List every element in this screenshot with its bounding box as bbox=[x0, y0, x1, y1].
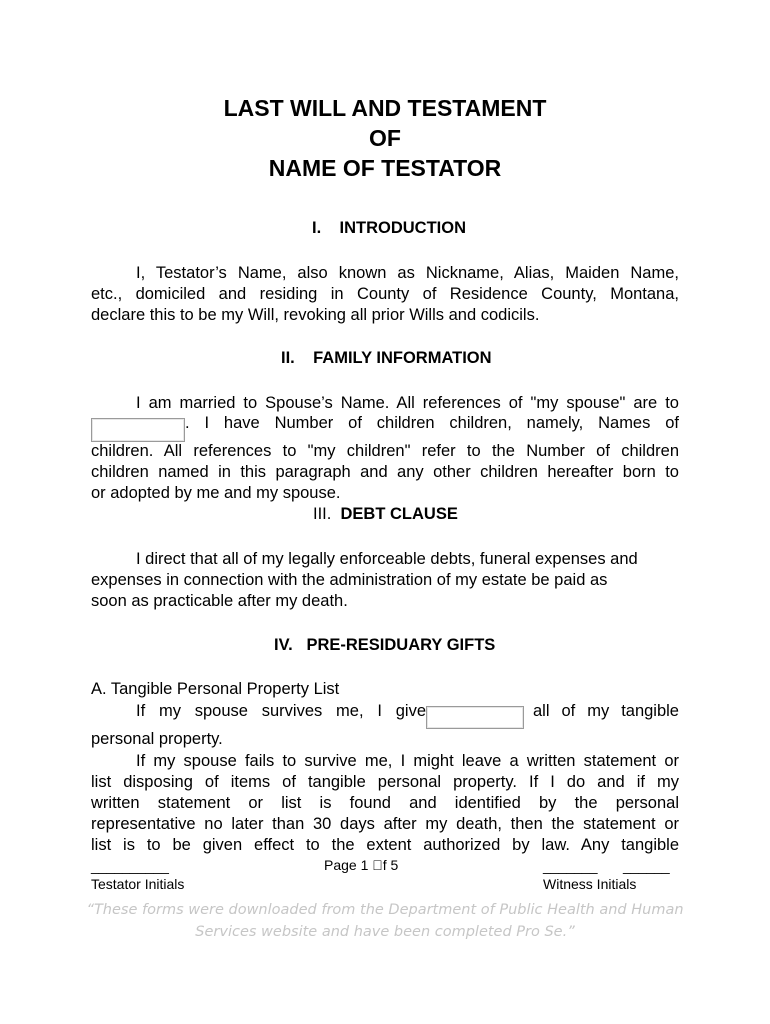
section-title: FAMILY INFORMATION bbox=[313, 349, 492, 367]
title-line-1: LAST WILL AND TESTAMENT bbox=[223, 95, 547, 121]
section-intro-heading bbox=[312, 219, 466, 238]
section-number: IV. bbox=[274, 636, 293, 654]
witness-initials-blank-2: ______ bbox=[623, 858, 670, 874]
family-line: or adopted by me and my spouse. bbox=[91, 484, 341, 502]
gifts-give-text: If my spouse survives me, I give bbox=[136, 702, 426, 720]
gifts-give-text-after: all of my tangible bbox=[533, 702, 679, 720]
gifts-line: personal property. bbox=[91, 730, 223, 748]
family-line: . I have Number of children children, namely, Names of bbox=[185, 414, 679, 432]
section-title: PRE-RESIDUARY GIFTS bbox=[306, 636, 496, 654]
intro-line: declare this to be my Will, revoking all prior Wills and codicils. bbox=[91, 306, 540, 324]
section-title: DEBT CLAUSE bbox=[340, 505, 458, 523]
family-line: children. All references to "my children" refer to the Number of children bbox=[91, 442, 679, 460]
gifts-line: representative no later than 30 days after my death, then the statement or bbox=[91, 815, 679, 833]
witness-initials-label: Witness Initials bbox=[543, 876, 637, 892]
testator-initials-label: Testator Initials bbox=[91, 876, 185, 892]
title-line-3: NAME OF TESTATOR bbox=[268, 155, 502, 181]
title-line-2: OF bbox=[369, 125, 401, 151]
section-number: I. bbox=[312, 219, 322, 237]
intro-line: etc., domiciled and residing in County of Residence County, Montana, bbox=[91, 285, 679, 303]
section-number: II. bbox=[281, 349, 295, 367]
testator-initials-blank: __________ bbox=[91, 858, 169, 874]
debt-line: I direct that all of my legally enforceable debts, funeral expenses and bbox=[136, 550, 638, 568]
section-number: III. bbox=[313, 505, 332, 523]
family-line: I am married to Spouse’s Name. All references of "my spouse" are to bbox=[136, 394, 679, 412]
family-line: children named in this paragraph and any other children hereafter born to bbox=[91, 463, 679, 481]
disclaimer-line-1: “These forms were downloaded from the Department of Public Health and Human bbox=[86, 902, 684, 918]
debt-line: expenses in connection with the administration of my estate be paid as bbox=[91, 571, 608, 589]
gift-recipient-field[interactable] bbox=[426, 706, 524, 729]
gifts-line: list disposing of items of tangible personal property. If I do and if my bbox=[91, 773, 679, 791]
page-number: Page 1 f 5 bbox=[324, 857, 388, 873]
gifts-line: If my spouse fails to survive me, I might leave a written statement or bbox=[136, 752, 679, 770]
gifts-subheading: A. Tangible Personal Property List bbox=[91, 680, 340, 698]
debt-line: soon as practicable after my death. bbox=[91, 592, 348, 610]
section-family-heading bbox=[281, 349, 492, 368]
gifts-line: written statement or list is found and identified by the personal bbox=[91, 794, 679, 812]
witness-initials-blank-1: _______ bbox=[543, 858, 598, 874]
section-title: INTRODUCTION bbox=[339, 219, 467, 237]
spouse-name-field[interactable] bbox=[91, 418, 185, 442]
section-debt-heading bbox=[313, 505, 458, 524]
section-gifts-heading bbox=[274, 636, 495, 655]
disclaimer-line-2: Services website and have been completed Pro Se.” bbox=[195, 924, 575, 940]
gifts-line: list is to be given effect to the extent authorized by law. Any tangible bbox=[91, 836, 679, 854]
intro-line: I, Testator’s Name, also known as Nickname, Alias, Maiden Name, bbox=[136, 264, 679, 282]
